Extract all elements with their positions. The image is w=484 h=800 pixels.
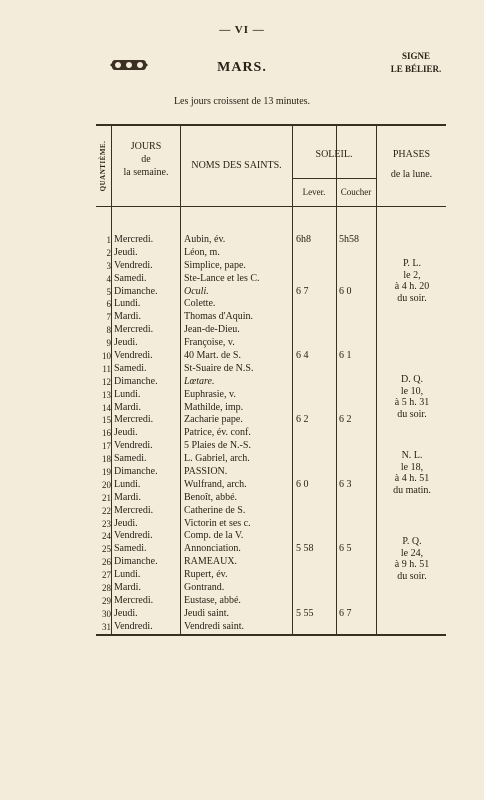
phases-line: de la lune. bbox=[390, 169, 433, 180]
sunset: 5h58 bbox=[339, 234, 359, 245]
day-number: 2 bbox=[106, 247, 111, 258]
sunrise: 5 58 bbox=[296, 543, 314, 555]
phase-line: N. L. bbox=[401, 450, 423, 461]
weekday: Jeudi. bbox=[114, 517, 138, 529]
header-rule bbox=[96, 206, 446, 207]
day-number: 29 bbox=[102, 595, 111, 606]
table-row bbox=[96, 518, 446, 531]
saint-name: Euphrasie, v. bbox=[184, 388, 236, 400]
weekday: Samedi. bbox=[114, 453, 147, 465]
table-row bbox=[96, 595, 446, 608]
saint-name: St-Suaire de N.S. bbox=[184, 362, 254, 374]
table-row bbox=[96, 324, 446, 337]
saint-name: Wulfrand, arch. bbox=[184, 478, 247, 490]
weekday: Mercredi. bbox=[114, 414, 154, 426]
saint-name: Catherine de S. bbox=[184, 504, 246, 516]
saint-name: Jean-de-Dieu. bbox=[184, 324, 240, 336]
day-number: 6 bbox=[106, 299, 111, 310]
day-number: 1 bbox=[106, 235, 111, 245]
page-number: — VI — bbox=[219, 24, 265, 36]
saint-name: Eustase, abbé. bbox=[184, 594, 241, 606]
table-row bbox=[96, 505, 446, 518]
jours-line: JOURS bbox=[130, 141, 162, 152]
phase-line: du matin. bbox=[393, 484, 431, 496]
day-number: 5 bbox=[106, 286, 111, 297]
weekday: Samedi. bbox=[114, 272, 147, 284]
quantieme-label: QUANTIÈME. bbox=[99, 140, 107, 192]
saints-header: NOMS DES SAINTS. bbox=[191, 160, 282, 171]
sunrise: 6 2 bbox=[296, 414, 309, 426]
table-row bbox=[96, 427, 446, 440]
lever-header: Lever. bbox=[302, 187, 326, 197]
day-number: 20 bbox=[102, 479, 111, 490]
saint-name: Oculi. bbox=[184, 285, 209, 297]
phases-line: PHASES bbox=[392, 149, 431, 160]
weekday: Dimanche. bbox=[114, 375, 158, 387]
phase-line: D. Q. bbox=[401, 374, 423, 385]
day-number: 9 bbox=[106, 338, 111, 349]
day-number: 22 bbox=[102, 505, 111, 516]
saint-name: Thomas d'Aquin. bbox=[184, 311, 254, 323]
table-row bbox=[96, 234, 446, 247]
soleil-rule bbox=[292, 178, 376, 179]
table-row bbox=[96, 350, 446, 363]
day-number: 14 bbox=[102, 402, 111, 413]
day-number: 25 bbox=[102, 544, 111, 555]
table-row bbox=[96, 311, 446, 324]
saint-name: Rupert, év. bbox=[184, 569, 228, 581]
weekday: Mardi. bbox=[114, 491, 141, 503]
phase-line: le 10, bbox=[400, 385, 424, 397]
saint-name: Simplice, pape. bbox=[184, 259, 246, 271]
weekday: Samedi. bbox=[114, 362, 147, 374]
day-number: 30 bbox=[102, 608, 111, 619]
sunset: 6 5 bbox=[339, 543, 352, 555]
saint-name: Comp. de la V. bbox=[184, 530, 244, 542]
sunrise: 6 0 bbox=[296, 478, 309, 490]
sunset: 6 2 bbox=[339, 414, 352, 426]
weekday: Lundi. bbox=[114, 478, 141, 490]
table-row bbox=[96, 608, 446, 621]
phase-line: à 4 h. 51 bbox=[394, 473, 430, 484]
table-row bbox=[96, 621, 446, 634]
phase-line: P. L. bbox=[402, 258, 422, 269]
weekday: Lundi. bbox=[114, 388, 141, 400]
saint-name: Colette. bbox=[184, 298, 216, 310]
day-number: 7 bbox=[106, 312, 111, 323]
moon-phase bbox=[378, 536, 446, 582]
weekday: Lundi. bbox=[114, 298, 141, 310]
day-number: 19 bbox=[102, 467, 111, 478]
saint-name: Vendredi saint. bbox=[184, 620, 244, 632]
saint-name: L. Gabriel, arch. bbox=[184, 453, 250, 465]
jours-line: la semaine. bbox=[123, 167, 169, 178]
calendar-table bbox=[96, 124, 446, 636]
weekday: Samedi. bbox=[114, 543, 147, 555]
phase-line: à 4 h. 20 bbox=[394, 281, 430, 292]
weekday: Jeudi. bbox=[114, 427, 138, 439]
weekday: Vendredi. bbox=[114, 620, 153, 632]
moon-phase bbox=[378, 450, 446, 496]
weekday: Mercredi. bbox=[114, 504, 154, 516]
saint-name: Annonciation. bbox=[184, 543, 241, 555]
phase-line: le 2, bbox=[403, 269, 421, 281]
day-number: 31 bbox=[102, 621, 111, 632]
day-length-note: Les jours croissent de 13 minutes. bbox=[173, 96, 311, 107]
saint-name: RAMEAUX. bbox=[184, 556, 238, 568]
day-number: 17 bbox=[102, 441, 111, 452]
month-title: MARS. bbox=[217, 60, 267, 75]
sunset: 6 1 bbox=[339, 350, 352, 362]
table-row bbox=[96, 582, 446, 595]
day-number: 10 bbox=[102, 351, 111, 362]
saint-name: Victorin et ses c. bbox=[184, 517, 251, 529]
day-number: 16 bbox=[102, 428, 111, 439]
day-number: 28 bbox=[102, 583, 111, 594]
jours-header bbox=[112, 140, 180, 179]
saint-name: Aubin, év. bbox=[184, 234, 226, 245]
weekday: Mardi. bbox=[114, 582, 141, 594]
sign-line1: SIGNE bbox=[401, 51, 430, 61]
day-number: 24 bbox=[102, 531, 111, 542]
phase-line: P. Q. bbox=[402, 536, 422, 547]
weekday: Mercredi. bbox=[114, 234, 154, 245]
day-number: 23 bbox=[102, 518, 111, 529]
saint-name: Ste-Lance et les C. bbox=[184, 272, 260, 284]
phase-line: à 5 h. 31 bbox=[394, 397, 430, 408]
table-row bbox=[96, 337, 446, 350]
weekday: Lundi. bbox=[114, 569, 141, 581]
sunrise: 6 7 bbox=[296, 285, 309, 297]
weekday: Jeudi. bbox=[114, 607, 138, 619]
soleil-header: SOLEIL. bbox=[315, 149, 353, 160]
weekday: Mardi. bbox=[114, 311, 141, 323]
weekday: Dimanche. bbox=[114, 466, 158, 478]
phases-header bbox=[377, 148, 446, 181]
day-number: 13 bbox=[102, 389, 111, 400]
day-number: 27 bbox=[102, 570, 111, 581]
weekday: Dimanche. bbox=[114, 285, 158, 297]
weekday: Mardi. bbox=[114, 401, 141, 413]
weekday: Jeudi. bbox=[114, 337, 138, 349]
moon-phase bbox=[378, 374, 446, 420]
day-number: 26 bbox=[102, 557, 111, 568]
moon-phase bbox=[378, 258, 446, 304]
day-number: 3 bbox=[106, 260, 111, 271]
day-number: 18 bbox=[102, 454, 111, 465]
sunset: 6 3 bbox=[339, 478, 352, 490]
zodiac-sign bbox=[376, 50, 456, 76]
day-number: 12 bbox=[102, 376, 111, 387]
weekday: Vendredi. bbox=[114, 530, 153, 542]
saint-name: Léon, m. bbox=[184, 246, 220, 258]
weekday: Jeudi. bbox=[114, 246, 138, 258]
sunrise: 6h8 bbox=[296, 234, 311, 245]
weekday: Mercredi. bbox=[114, 324, 154, 336]
phase-line: du soir. bbox=[397, 408, 427, 420]
saint-name: PASSION. bbox=[184, 466, 228, 478]
coucher-header: Coucher bbox=[340, 187, 372, 197]
saint-name: Lœtare. bbox=[184, 375, 215, 387]
saint-name: Mathilde, imp. bbox=[184, 401, 244, 413]
saint-name: Benoît, abbé. bbox=[184, 491, 238, 503]
sunset: 6 0 bbox=[339, 285, 352, 297]
weekday: Vendredi. bbox=[114, 259, 153, 271]
quantieme-header bbox=[96, 126, 111, 206]
phase-line: le 24, bbox=[400, 547, 424, 559]
saint-name: Françoise, v. bbox=[184, 337, 235, 349]
phase-line: à 9 h. 51 bbox=[394, 559, 430, 570]
sunrise: 5 55 bbox=[296, 607, 314, 619]
weekday: Vendredi. bbox=[114, 350, 153, 362]
phase-line: du soir. bbox=[397, 292, 427, 304]
weekday: Dimanche. bbox=[114, 556, 158, 568]
sunrise: 6 4 bbox=[296, 350, 309, 362]
sign-line2: LE BÉLIER. bbox=[390, 64, 442, 74]
weekday: Vendredi. bbox=[114, 440, 153, 452]
day-number: 4 bbox=[106, 273, 111, 284]
saint-name: Patrice, év. conf. bbox=[184, 427, 251, 439]
saint-name: Gontrand. bbox=[184, 582, 225, 594]
saint-name: Zacharie pape. bbox=[184, 414, 243, 426]
day-number: 8 bbox=[106, 325, 111, 336]
day-number: 15 bbox=[102, 415, 111, 426]
phase-line: du soir. bbox=[397, 570, 427, 582]
weekday: Mercredi. bbox=[114, 594, 154, 606]
sunset: 6 7 bbox=[339, 607, 352, 619]
jours-line: de bbox=[141, 154, 151, 165]
saint-name: 5 Plaies de N.-S. bbox=[184, 440, 251, 452]
saint-name: Jeudi saint. bbox=[184, 607, 229, 619]
day-number: 21 bbox=[102, 492, 111, 503]
day-number: 11 bbox=[102, 363, 111, 374]
phase-line: le 18, bbox=[400, 461, 424, 473]
saint-name: 40 Mart. de S. bbox=[184, 350, 241, 362]
